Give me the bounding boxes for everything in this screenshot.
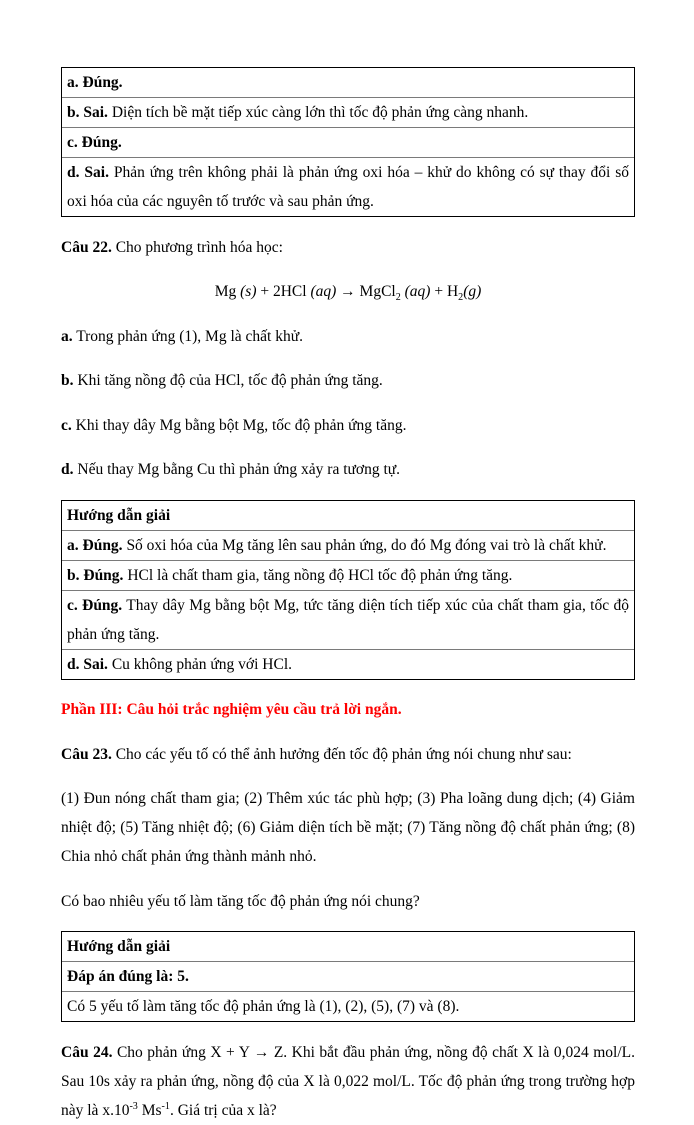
option-text: Khi thay dây Mg bằng bột Mg, tốc độ phản ứng tăng. — [71, 416, 407, 434]
solution-row-b — [62, 561, 634, 591]
equation-part: + 2HCl — [256, 283, 311, 300]
solution-row-a — [62, 531, 634, 561]
solution-box-q22 — [61, 500, 635, 680]
question-23-heading — [61, 740, 635, 769]
question-22-heading — [61, 233, 635, 262]
solution-answer-row — [62, 962, 634, 992]
q23-factors-list: (1) Đun nóng chất tham gia; (2) Thêm xúc tác phù hợp; (3) Pha loãng dung dịch; (4) Giảm nhiệt độ; (5) Tăng nhiệt độ; (6) Giảm diện tích bề mặt; (7) Tăng nồng độ chất phản ứng; (8) Chia nhỏ chất phản ứng thành mảnh nhỏ. — [61, 790, 635, 865]
answer-text: Diện tích bề mặt tiếp xúc càng lớn thì tốc độ phản ứng càng nhanh. — [107, 104, 529, 121]
answer-row-c — [62, 128, 634, 158]
solution-title: Hướng dẫn giải — [67, 506, 171, 524]
verdict-label: b. Đúng. — [67, 566, 124, 584]
answer-row-a — [62, 68, 634, 98]
verdict-label: c. Đúng. — [67, 134, 122, 151]
q22-option-b — [61, 366, 635, 395]
equation-state: (aq) — [310, 283, 337, 300]
verdict-label: b. Sai. — [67, 104, 108, 121]
question-24-text-end: . Giá trị của x là? — [169, 1101, 277, 1119]
answer-value: Đáp án đúng là: 5. — [67, 968, 189, 985]
equation-state: (g) — [463, 283, 482, 300]
verdict-label: d. Sai. — [67, 164, 109, 181]
verdict-label: d. Sai. — [67, 655, 108, 673]
option-text: Nếu thay Mg bằng Cu thì phản ứng xảy ra tương tự. — [73, 461, 401, 478]
solution-text: Thay dây Mg bằng bột Mg, tức tăng diện tích tiếp xúc của chất tham gia, tốc độ phản ứng tăng. — [67, 596, 629, 643]
option-label: b. — [61, 372, 74, 389]
question-24 — [61, 1038, 635, 1125]
equation-subscript: 2 — [458, 292, 464, 304]
option-label: a. — [61, 327, 73, 345]
q23-question-line: Có bao nhiêu yếu tố làm tăng tốc độ phản ứng nói chung? — [61, 892, 420, 910]
equation-subscript: 2 — [395, 292, 401, 304]
solution-text: Số oxi hóa của Mg tăng lên sau phản ứng, do đó Mg đóng vai trò là chất khử. — [122, 536, 607, 554]
solution-title-row — [62, 501, 634, 531]
q22-option-d — [61, 455, 635, 484]
q22-option-a — [61, 322, 635, 351]
exponent: -3 — [129, 1100, 138, 1112]
question-22-label: Câu 22. — [61, 238, 112, 256]
question-24-text: Cho phản ứng X + Y → Z. Khi bắt đầu phản ứng, nồng độ chất X là 0,024 mol/L. Sau 10s xảy ra phản ứng, nồng độ của X là 0,022 mol/L. Tốc độ phản ứng trong trường hợp này là x.10 — [61, 1043, 635, 1119]
question-24-label: Câu 24. — [61, 1043, 113, 1061]
explanation-text: Có 5 yếu tố làm tăng tốc độ phản ứng là (1), (2), (5), (7) và (8). — [67, 998, 460, 1015]
q22-option-c — [61, 411, 635, 440]
answer-row-b — [62, 98, 634, 128]
option-label: d. — [61, 461, 74, 478]
chemical-equation — [61, 277, 635, 306]
option-text: Trong phản ứng (1), Mg là chất khử. — [72, 327, 303, 345]
answer-row-d — [62, 158, 634, 216]
solution-row-d — [62, 650, 634, 679]
option-label: c. — [61, 416, 72, 434]
question-24-unit: Ms — [137, 1101, 162, 1119]
question-22-intro: Cho phương trình hóa học: — [111, 238, 283, 256]
verdict-label: a. Đúng. — [67, 74, 123, 91]
question-23-label: Câu 23. — [61, 745, 112, 763]
solution-text: Cu không phản ứng với HCl. — [107, 655, 293, 673]
part-iii-heading: Phần III: Câu hỏi trắc nghiệm yêu cầu trả lời ngắn. — [61, 701, 402, 718]
question-23-intro: Cho các yếu tố có thể ảnh hưởng đến tốc độ phản ứng nói chung như sau: — [111, 745, 572, 763]
solution-title: Hướng dẫn giải — [67, 938, 171, 955]
exponent: -1 — [161, 1100, 170, 1112]
solution-text: HCl là chất tham gia, tăng nồng độ HCl tốc độ phản ứng tăng. — [123, 566, 513, 584]
answer-text: Phản ứng trên không phải là phản ứng oxi hóa – khử do không có sự thay đổi số oxi hóa của các nguyên tố trước và sau phản ứng. — [67, 164, 629, 210]
equation-state: (s) — [240, 283, 257, 300]
option-text: Khi tăng nồng độ của HCl, tốc độ phản ứng tăng. — [73, 372, 383, 389]
verdict-label: c. Đúng. — [67, 596, 123, 614]
solution-explanation-row — [62, 992, 634, 1021]
answer-review-box — [61, 67, 635, 217]
equation-state: (aq) — [404, 283, 431, 300]
solution-box-q23 — [61, 931, 635, 1022]
solution-row-c — [62, 591, 634, 650]
equation-part: Mg — [214, 283, 241, 300]
equation-part: → MgCl — [336, 283, 396, 300]
solution-title-row — [62, 932, 634, 962]
equation-part: + H — [430, 283, 459, 300]
verdict-label: a. Đúng. — [67, 536, 123, 554]
